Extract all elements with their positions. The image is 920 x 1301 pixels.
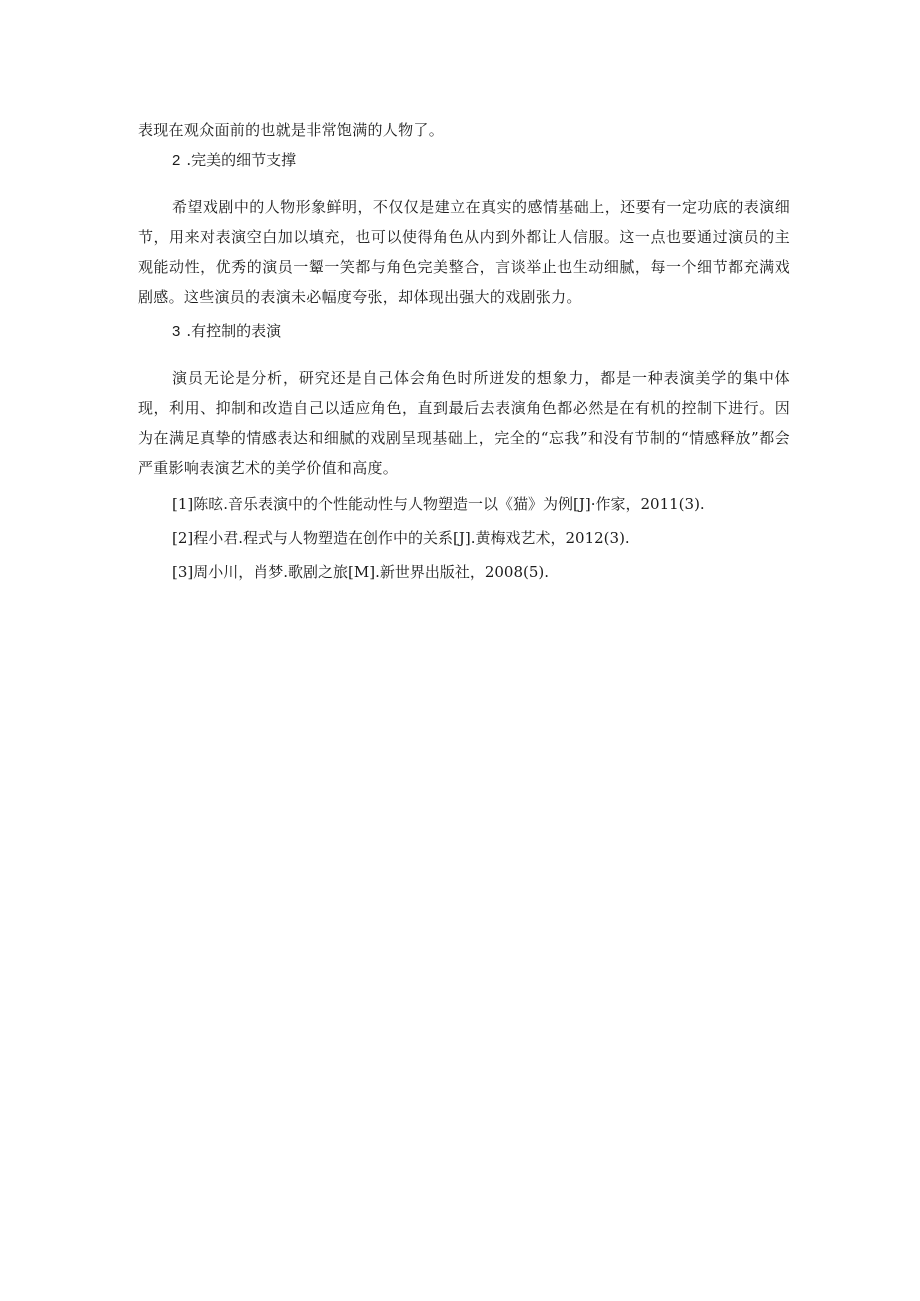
section-3-heading <box>138 316 790 347</box>
section-3-title: .有控制的表演 <box>186 322 282 340</box>
reference-item: [1]陈昡.音乐表演中的个性能动性与人物塑造一以《猫》为例[J]·作家，2011(3). <box>172 495 705 513</box>
section-3-body: 演员无论是分析，研究还是自己体会角色时所迸发的想象力，都是一种表演美学的集中体现，利用、抑制和改造自己以适应角色，直到最后去表演角色都必然是在有机的控制下进行。因为在满足真挚的情感表达和细腻的戏剧呈现基础上，完全的“忘我”和没有节制的“情感释放”都会严重影响表演艺术的美学价值和高度。 <box>138 369 790 477</box>
reference-item: [3]周小川，肖梦.歌剧之旅[M].新世界出版社，2008(5). <box>172 563 550 581</box>
intro-tail-paragraph: 表现在观众面前的也就是非常饱满的人物了。 <box>138 121 445 139</box>
document-page <box>138 115 790 589</box>
reference-list <box>138 487 790 589</box>
section-2-heading <box>138 145 790 176</box>
section-2-title: .完美的细节支撑 <box>186 151 297 169</box>
reference-item: [2]程小君.程式与人物塑造在创作中的关系[J].黄梅戏艺术，2012(3). <box>172 529 630 547</box>
section-3-number: 3 <box>172 323 181 340</box>
spacer <box>138 176 790 192</box>
section-2-number: 2 <box>172 152 181 169</box>
section-2-body: 希望戏剧中的人物形象鲜明，不仅仅是建立在真实的感情基础上，还要有一定功底的表演细节，用来对表演空白加以填充，也可以使得角色从内到外都让人信服。这一点也要通过演员的主观能动性，优秀的演员一颦一笑都与角色完美整合，言谈举止也生动细腻，每一个细节都充满戏剧感。这些演员的表演未必幅度夸张，却体现出强大的戏剧张力。 <box>138 198 790 306</box>
spacer <box>138 347 790 363</box>
